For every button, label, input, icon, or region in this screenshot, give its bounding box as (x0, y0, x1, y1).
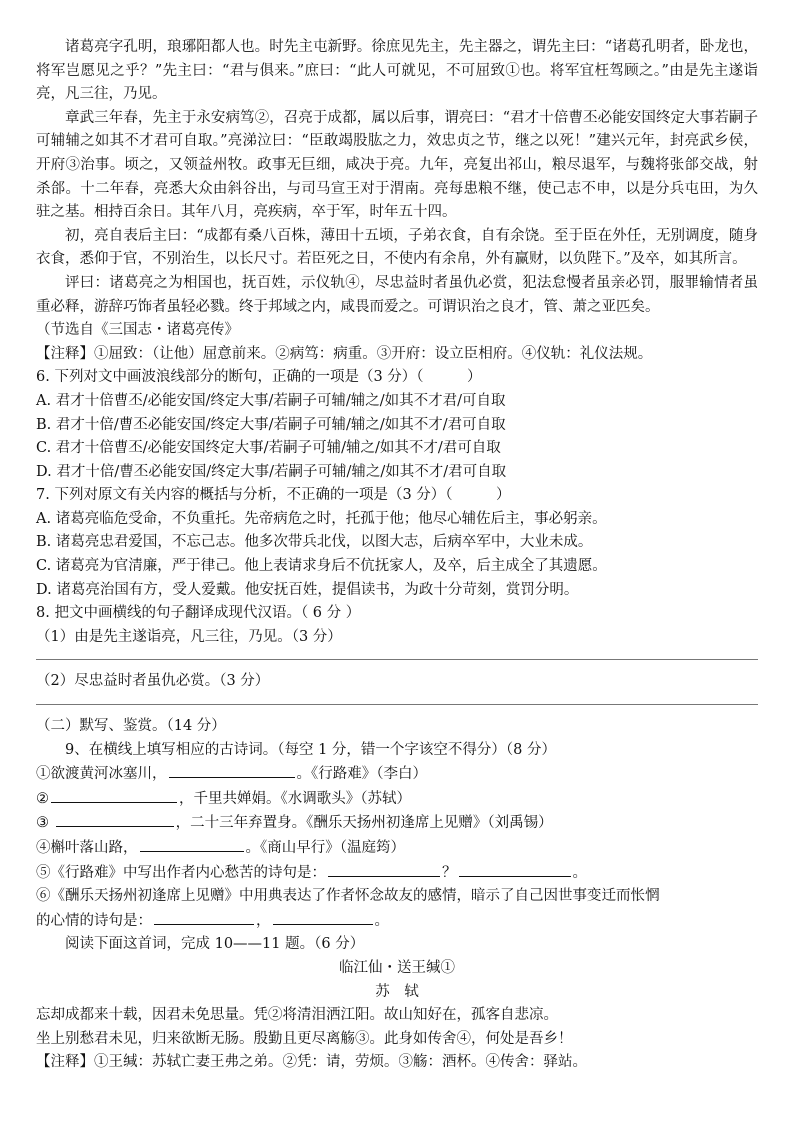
question-7-option-d: D. 诸葛亮治国有方，受人爱戴。他安抚百姓，提倡读书，为政十分苛刻，赏罚分明。 (36, 581, 579, 598)
passage-paragraph-1: 诸葛亮字孔明，琅琊阳都人也。时先主屯新野。徐庶见先主，先主器之，谓先主曰：“诸葛孔明者，卧龙也，将军岂愿见之乎？”先主曰：“君与俱来。”庶曰：“此人可就见，不可屈致①也。将军宜枉驾顾之。”由是先主遂诣亮，凡三往，乃见。 (36, 39, 758, 103)
question-9-stem: 9、在横线上填写相应的古诗词。（每空 1 分，错一个字该空不得分）（8 分） (65, 741, 557, 758)
fill-blank-5b[interactable] (459, 861, 571, 877)
fill-item-6-line-2 (36, 909, 758, 934)
fill-item-5-post: 。 (572, 864, 587, 881)
section-2-title: （二）默写、鉴赏。（14 分） (36, 718, 226, 735)
answer-line-2[interactable] (36, 704, 758, 705)
question-8-sub-2: （2）尽忠益时者虽仇必赏。（3 分） (36, 673, 270, 690)
fill-item-4 (36, 836, 758, 861)
question-7-option-a: A. 诸葛亮临危受命，不负重托。先帝病危之时，托孤于他；他尽心辅佐后主，事必躬亲。 (36, 510, 607, 527)
fill-blank-2[interactable] (51, 787, 177, 803)
fill-item-6-pre: 的心情的诗句是： (36, 912, 152, 929)
fill-item-3 (36, 811, 758, 836)
question-6-option-d: D. 君才十倍/曹丕必能安国/终定大事/若嗣子可辅/辅之/如其不才/君可自取 (36, 463, 507, 480)
passage-paragraph-4: 评曰：诸葛亮之为相国也，抚百姓，示仪轨④，尽忠益时者虽仇必赏，犯法怠慢者虽亲必罚，服罪输情者虽重必释，游辞巧饰者虽轻必戮。终于邦域之内，咸畏而爱之。可谓识治之良才，管、萧之亚匹矣。 (36, 274, 758, 315)
passage-paragraph-2: 章武三年春，先主于永安病笃②，召亮于成都，属以后事，谓亮曰：“君才十倍曹丕必能安国终定大事若嗣子可辅辅之如其不才君可自取。”亮涕泣曰：“臣敢竭股肱之力，效忠贞之节，继之以死！”建兴元年，封亮武乡侯，开府③治事。顷之，又领益州牧。政事无巨细，咸决于亮。九年，亮复出祁山，粮尽退军，与魏将张郃交战，射杀郃。十二年春，亮悉大众由斜谷出，与司马宣王对于渭南。亮每患粮不继，使己志不申，以是分兵屯田，为久驻之基。相持百余日。其年八月，亮疾病，卒于军，时年五十四。 (36, 109, 758, 221)
poem-author: 苏 轼 (375, 983, 419, 1000)
fill-item-2-post: ，千里共婵娟。《水调歌头》（苏轼） (179, 790, 411, 807)
passage-paragraph-3: 初，亮自表后主曰：“成都有桑八百株，薄田十五顷，子弟衣食，自有余饶。至于臣在外任，无别调度，随身衣食，悉仰于官，不别治生，以长尺寸。若臣死之日，不使内有余帛，外有赢财，以负陛下。”及卒，如其所言。 (36, 227, 758, 268)
question-6-option-b: B. 君才十倍/曹丕必能安国/终定大事/若嗣子可辅/辅之/如其不才/君可自取 (36, 416, 506, 433)
fill-item-1-post: 。《行路难》（李白） (296, 766, 427, 783)
fill-blank-1[interactable] (169, 762, 295, 778)
fill-blank-4[interactable] (140, 836, 244, 852)
fill-item-4-post: 。《商山早行》（温庭筠） (245, 840, 405, 856)
fill-item-6-post: 。 (374, 912, 389, 929)
fill-item-3-post: ，二十三年弃置身。《酬乐天扬州初逢席上见赠》（刘禹锡） (175, 815, 553, 832)
question-7-option-c: C. 诸葛亮为官清廉，严于律己。他上表请求身后不伉抚家人，及卒，后主成全了其遗愿。 (36, 558, 607, 575)
question-8-sub-1: （1）由是先主遂诣亮，凡三往，乃见。（3 分） (36, 628, 342, 645)
fill-blank-6b[interactable] (273, 909, 373, 925)
fill-item-6-mid: ， (256, 912, 271, 929)
fill-item-1-pre: ①欲渡黄河冰塞川， (36, 766, 167, 783)
fill-item-2-pre: ② (36, 790, 49, 807)
exam-page (36, 36, 758, 1075)
fill-item-2 (36, 787, 758, 812)
question-6-stem: 6. 下列对文中画波浪线部分的断句，正确的一项是（3 分）（ ） (36, 369, 482, 386)
fill-item-4-pre: ④槲叶落山路， (36, 840, 138, 856)
answer-line-1[interactable] (36, 659, 758, 660)
fill-blank-5a[interactable] (328, 861, 440, 877)
poem-note: 【注释】①王缄：苏轼亡妻王弗之弟。②凭：请，劳烦。③觞：酒杯。④传舍：驿站。 (36, 1054, 587, 1071)
poem-line-1: 忘却成都来十载，因君未免思量。凭②将清泪洒江阳。故山知好在，孤客自悲凉。 (36, 1007, 558, 1024)
passage-note: 【注释】①屈致：（让他）屈意前来。②病笃：病重。③开府：设立臣相府。④仪轨：礼仪法规。 (36, 345, 653, 362)
question-7-stem: 7. 下列对原文有关内容的概括与分析，不正确的一项是（3 分）（ ） (36, 487, 511, 504)
fill-item-5-pre: ⑤《行路难》中写出作者内心愁苦的诗句是： (36, 864, 326, 881)
fill-item-1 (36, 762, 758, 787)
poem-line-2: 坐上别愁君未见，归来欲断无肠。殷勤且更尽离觞③。此身如传舍④，何处是吾乡！ (36, 1030, 573, 1047)
reading-intro: 阅读下面这首词，完成 10——11 题。（6 分） (65, 936, 365, 953)
question-6-option-a: A. 君才十倍曹丕/必能安国/终定大事/若嗣子可辅/辅之/如其不才君/可自取 (36, 392, 506, 409)
poem-title: 临江仙・送王缄① (339, 959, 455, 976)
fill-blank-3[interactable] (56, 811, 174, 827)
question-7-option-b: B. 诸葛亮忠君爱国，不忘己志。他多次带兵北伐，以图大志，后病卒军中，大业未成。 (36, 534, 593, 551)
fill-item-5-mid: ？ (442, 864, 457, 881)
fill-blank-6a[interactable] (154, 909, 254, 925)
fill-item-6-line-1: ⑥《酬乐天扬州初逢席上见赠》中用典表达了作者怀念故友的感情，暗示了自己因世事变迁而怅惘 (36, 888, 660, 905)
fill-item-3-pre: ③ (36, 815, 54, 832)
fill-item-5 (36, 861, 758, 886)
question-6-option-c: C. 君才十倍曹丕/必能安国终定大事/若嗣子可辅/辅之/如其不才/君可自取 (36, 440, 501, 457)
question-8-stem: 8. 把文中画横线的句子翻译成现代汉语。（ 6 分 ） (36, 605, 361, 622)
passage-source: （节选自《三国志・诸葛亮传》 (36, 322, 239, 339)
